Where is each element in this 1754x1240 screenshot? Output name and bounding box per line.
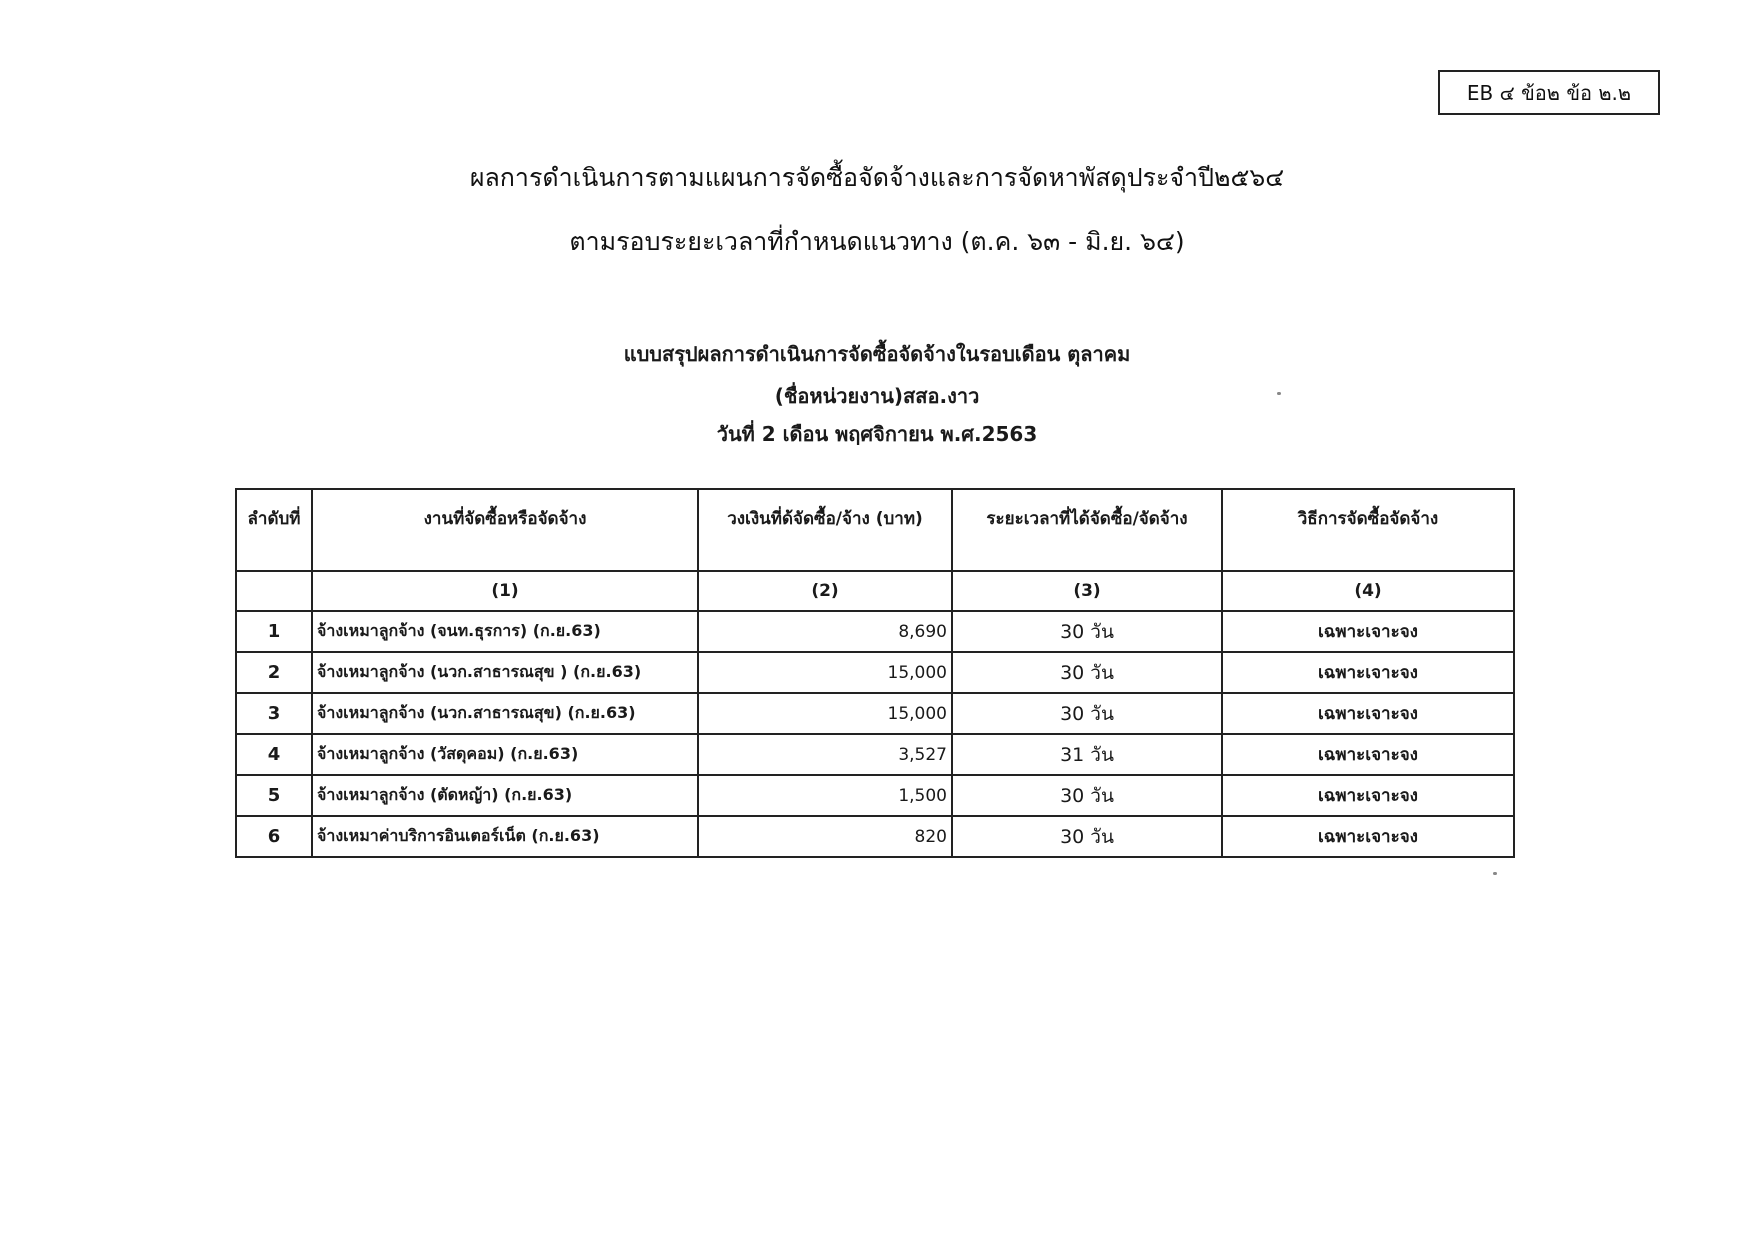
row-amount: 15,000: [698, 652, 952, 693]
reference-code-box: EB ๔ ข้อ๒ ข้อ ๒.๒: [1438, 70, 1660, 115]
header-method: วิธีการจัดซื้อจัดจ้าง: [1222, 489, 1514, 571]
header-amount: วงเงินที่ด้จัดซื้อ/จ้าง (บาท): [698, 489, 952, 571]
table-row: [236, 816, 1514, 857]
summary-title: แบบสรุปผลการดำเนินการจัดซื้อจัดจ้างในรอบเดือน ตุลาคม: [623, 342, 1131, 366]
row-method: เฉพาะเจาะจง: [1222, 775, 1514, 816]
row-amount: 820: [698, 816, 952, 857]
row-number: 4: [236, 734, 312, 775]
row-task: จ้างเหมาลูกจ้าง (นวก.สาธารณสุข) (ก.ย.63): [312, 693, 698, 734]
column-number: (2): [698, 571, 952, 611]
row-number: 1: [236, 611, 312, 652]
row-task: จ้างเหมาลูกจ้าง (ตัดหญ้า) (ก.ย.63): [312, 775, 698, 816]
row-method: เฉพาะเจาะจง: [1222, 734, 1514, 775]
row-duration: 30 วัน: [952, 611, 1222, 652]
column-number: (4): [1222, 571, 1514, 611]
header-task: งานที่จัดซื้อหรือจัดจ้าง: [312, 489, 698, 571]
row-amount: 1,500: [698, 775, 952, 816]
table-row: [236, 652, 1514, 693]
row-duration: 31 วัน: [952, 734, 1222, 775]
scan-speck: [1277, 392, 1281, 395]
row-duration: 30 วัน: [952, 693, 1222, 734]
row-amount: 15,000: [698, 693, 952, 734]
row-duration: 30 วัน: [952, 775, 1222, 816]
column-number: (1): [312, 571, 698, 611]
table-header-row: [236, 489, 1514, 571]
row-task: จ้างเหมาลูกจ้าง (นวก.สาธารณสุข ) (ก.ย.63): [312, 652, 698, 693]
row-method: เฉพาะเจาะจง: [1222, 693, 1514, 734]
row-number: 2: [236, 652, 312, 693]
document-title: ผลการดำเนินการตามแผนการจัดซื้อจัดจ้างและการจัดหาพัสดุประจำปี๒๕๖๔: [469, 163, 1285, 192]
scan-speck: [1493, 872, 1497, 875]
document-subtitle: ตามรอบระยะเวลาที่กำหนดแนวทาง (ต.ค. ๖๓ - มิ.ย. ๖๔): [569, 227, 1185, 256]
column-number: [236, 571, 312, 611]
summary-date: วันที่ 2 เดือน พฤศจิกายน พ.ศ.2563: [716, 422, 1038, 446]
table-row: [236, 693, 1514, 734]
table-row: [236, 611, 1514, 652]
table-row: [236, 775, 1514, 816]
column-number: (3): [952, 571, 1222, 611]
row-task: จ้างเหมาค่าบริการอินเตอร์เน็ต (ก.ย.63): [312, 816, 698, 857]
column-number-row: [236, 571, 1514, 611]
row-task: จ้างเหมาลูกจ้าง (วัสดุคอม) (ก.ย.63): [312, 734, 698, 775]
row-task: จ้างเหมาลูกจ้าง (จนท.ธุรการ) (ก.ย.63): [312, 611, 698, 652]
procurement-table: [235, 488, 1515, 858]
table-row: [236, 734, 1514, 775]
row-number: 3: [236, 693, 312, 734]
row-method: เฉพาะเจาะจง: [1222, 652, 1514, 693]
agency-name: (ชื่อหน่วยงาน)สสอ.งาว: [774, 384, 980, 408]
row-number: 5: [236, 775, 312, 816]
row-method: เฉพาะเจาะจง: [1222, 816, 1514, 857]
row-amount: 3,527: [698, 734, 952, 775]
row-method: เฉพาะเจาะจง: [1222, 611, 1514, 652]
header-sequence: ลำดับที่: [236, 489, 312, 571]
row-number: 6: [236, 816, 312, 857]
row-duration: 30 วัน: [952, 652, 1222, 693]
row-duration: 30 วัน: [952, 816, 1222, 857]
row-amount: 8,690: [698, 611, 952, 652]
header-duration: ระยะเวลาที่ได้จัดซื้อ/จัดจ้าง: [952, 489, 1222, 571]
